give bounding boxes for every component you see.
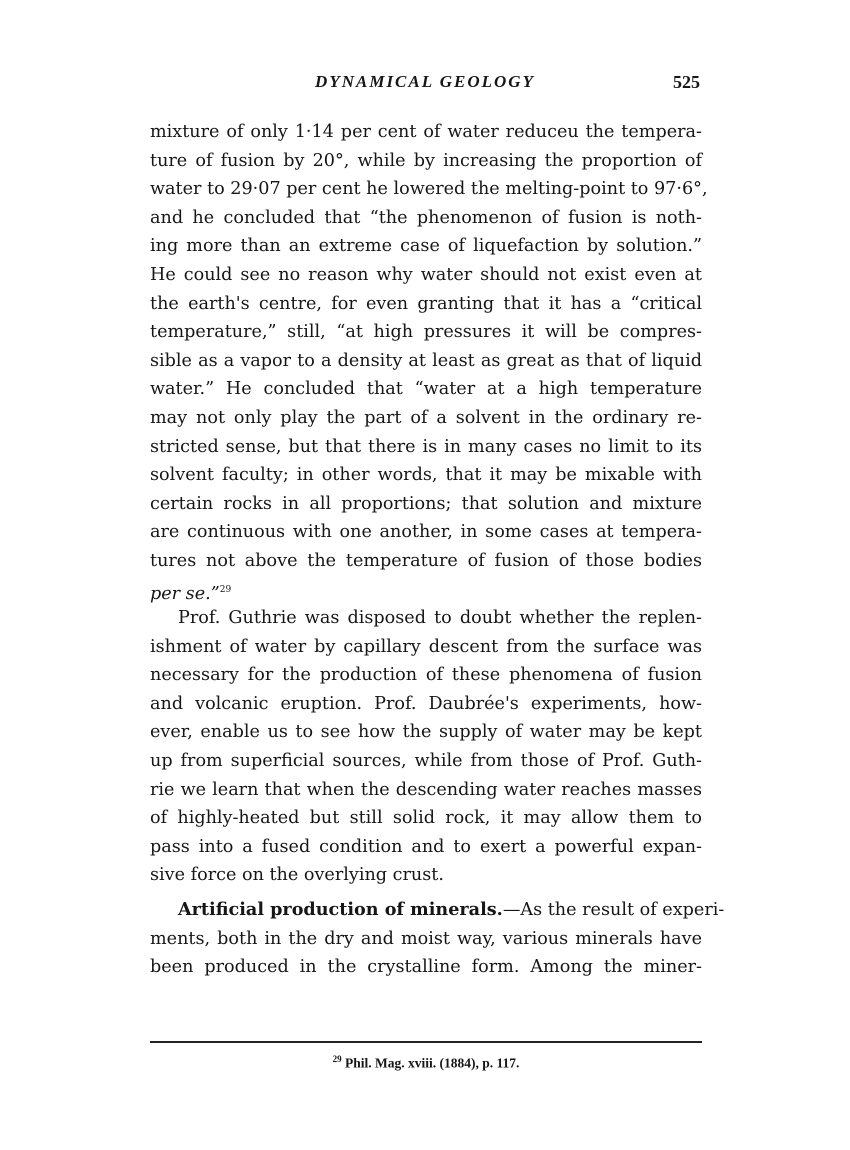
text-line: water to 29·07 per cent he lowered the melting-point to 97·6°, [150,179,708,200]
paragraph-1 [150,118,708,576]
running-title: DYNAMICAL GEOLOGY [315,72,535,91]
text-line: water.” He concluded that “water at a high temperature [150,379,702,400]
text-line: tures not above the temperature of fusion of those bodies [150,550,702,571]
text-line: sive force on the overlying crust. [150,865,444,886]
section-heading: Artificial production of minerals. [178,899,503,921]
text-line: He could see no reason why water should not exist even at [150,264,702,285]
footnote-reference: 29 [219,584,232,595]
text-line [150,576,702,605]
footnote-mark: 29 [332,1054,342,1064]
text-line: up from superficial sources, while from those of Prof. Guth- [150,751,702,772]
text-line [150,896,725,925]
quote-end: per se.” [150,583,220,604]
text-line: ishment of water by capillary descent from the surface was [150,636,702,657]
text-line: of highly-heated but still solid rock, it may allow them to [150,808,702,829]
paragraph-3 [150,896,725,982]
text-line: rie we learn that when the descending water reaches masses [150,779,702,800]
footnote [150,1054,702,1072]
text-line: necessary for the production of these phenomena of fusion [150,665,702,686]
text-line: sible as a vapor to a density at least as great as that of liquid [150,350,702,371]
text-line: ments, both in the dry and moist way, various minerals have [150,928,702,949]
text-line: been produced in the crystalline form. Among the miner- [150,957,702,978]
heading-continuation: —As the result of experi- [502,900,725,921]
text-line: stricted sense, but that there is in many cases no limit to its [150,436,702,457]
page-number: 525 [673,72,700,92]
text-line: Prof. Guthrie was disposed to doubt whether the replen- [178,608,702,629]
text-line: and he concluded that “the phenomenon of fusion is noth- [150,207,702,228]
text-line: and volcanic eruption. Prof. Daubrée's experiments, how- [150,693,702,714]
text-line: mixture of only 1·14 per cent of water reduceu the tempera- [150,122,702,142]
body-text [150,118,725,982]
text-line: are continuous with one another, in some cases at tempera- [150,522,702,543]
text-line: ever, enable us to see how the supply of water may be kept [150,722,702,743]
text-line: ture of fusion by 20°, while by increasing the proportion of [150,150,702,171]
text-line: ing more than an extreme case of liquefaction by solution.” [150,236,702,257]
text-line: solvent faculty; in other words, that it may be mixable with [150,465,702,486]
page-header [150,72,700,102]
footnote-divider [150,1041,702,1043]
text-line: temperature,” still, “at high pressures it will be compres- [150,322,702,343]
text-line: the earth's centre, for even granting that it has a “critical [150,293,702,314]
paragraph-2 [150,604,702,890]
text-line: pass into a fused condition and to exert a powerful expan- [150,836,702,857]
text-line: may not only play the part of a solvent in the ordinary re- [150,407,702,428]
text-line: certain rocks in all proportions; that solution and mixture [150,493,702,514]
footnote-text: Phil. Mag. xviii. (1884), p. 117. [344,1055,520,1071]
